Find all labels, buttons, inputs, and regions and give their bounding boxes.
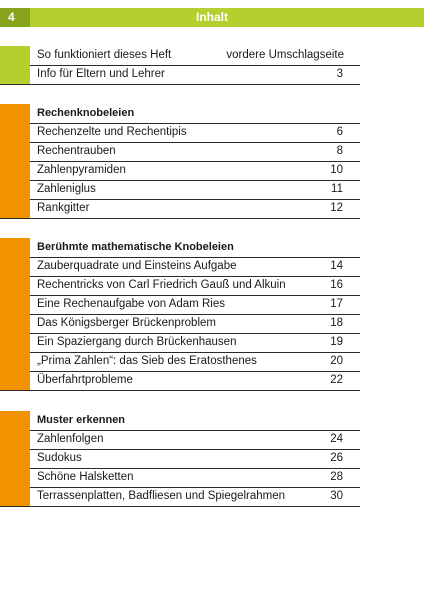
section-heading <box>0 411 360 431</box>
toc-entry-page: 10 <box>330 164 343 176</box>
orange-marker <box>0 180 30 199</box>
toc-entry-page: 28 <box>330 471 343 483</box>
toc-entry-page: 22 <box>330 374 343 386</box>
toc-entry[interactable] <box>0 257 360 277</box>
toc-entry-intro[interactable] <box>0 46 360 66</box>
orange-marker <box>0 487 30 506</box>
toc-entry-title: Info für Eltern und Lehrer <box>37 68 165 80</box>
toc-entry-page: 19 <box>330 336 343 348</box>
toc-entry-page: 3 <box>336 68 343 80</box>
toc-entry[interactable] <box>0 430 360 450</box>
orange-marker <box>0 276 30 295</box>
toc-entry[interactable] <box>0 449 360 469</box>
toc-entry-title: Zahleniglus <box>37 183 96 195</box>
toc-entry-title: Das Königsberger Brückenproblem <box>37 317 216 329</box>
toc-entry[interactable] <box>0 295 360 315</box>
orange-marker <box>0 371 30 390</box>
toc-entry-title: So funktioniert dieses Heft <box>37 49 172 61</box>
orange-marker <box>0 430 30 449</box>
orange-marker <box>0 449 30 468</box>
toc-entry-page: 12 <box>330 202 343 214</box>
toc-entry[interactable] <box>0 371 360 391</box>
toc-entry[interactable] <box>0 123 360 143</box>
toc-entry-title: Eine Rechenaufgabe von Adam Ries <box>37 298 225 310</box>
toc-entry[interactable] <box>0 487 360 507</box>
toc-entry-page: 30 <box>330 490 343 502</box>
page-number: 4 <box>0 8 30 27</box>
toc-entry[interactable] <box>0 199 360 219</box>
toc-entry-title: Rankgitter <box>37 202 90 214</box>
page-title: Inhalt <box>196 10 228 24</box>
toc-entry-title: „Prima Zahlen“: das Sieb des Eratosthenes <box>37 355 257 367</box>
orange-marker <box>0 199 30 218</box>
toc-entry-title: Zauberquadrate und Einsteins Aufgabe <box>37 260 237 272</box>
toc-entry-page: 11 <box>331 183 343 195</box>
section-heading <box>0 104 360 124</box>
header-bar <box>0 8 424 27</box>
section-heading <box>0 238 360 258</box>
orange-marker <box>0 314 30 333</box>
toc-entry-title: Rechentrauben <box>37 145 116 157</box>
toc-entry[interactable] <box>0 142 360 162</box>
toc-entry-page: 16 <box>330 279 343 291</box>
toc-entry-title: Überfahrtprobleme <box>37 374 133 386</box>
toc-entry-title: Zahlenpyramiden <box>37 164 126 176</box>
toc-entry[interactable] <box>0 333 360 353</box>
toc-entry-title: Sudokus <box>37 452 82 464</box>
toc-entry-title: Terrassenplatten, Badfliesen und Spiegelrahmen <box>37 490 286 502</box>
toc-entry[interactable] <box>0 161 360 181</box>
orange-marker <box>0 468 30 487</box>
toc-entry-page: 14 <box>330 260 343 272</box>
section-heading-label: Muster erkennen <box>37 414 126 426</box>
toc-entry[interactable] <box>0 468 360 488</box>
toc-entry-page: 8 <box>336 145 343 157</box>
toc-entry-page: vordere Umschlagseite <box>226 49 344 61</box>
toc-entry-title: Schöne Halsketten <box>37 471 134 483</box>
toc-entry-page: 26 <box>330 452 343 464</box>
toc-entry[interactable] <box>0 314 360 334</box>
orange-marker <box>0 333 30 352</box>
toc-entry[interactable] <box>0 352 360 372</box>
toc-entry-page: 20 <box>330 355 343 367</box>
orange-marker <box>0 104 30 123</box>
toc-entry-page: 17 <box>330 298 343 310</box>
orange-marker <box>0 411 30 430</box>
toc-entry[interactable] <box>0 180 360 200</box>
toc-entry-page: 24 <box>330 433 343 445</box>
orange-marker <box>0 257 30 276</box>
toc-entry-intro[interactable] <box>0 65 360 85</box>
orange-marker <box>0 123 30 142</box>
toc-entry-title: Zahlenfolgen <box>37 433 104 445</box>
green-marker <box>0 46 30 65</box>
orange-marker <box>0 161 30 180</box>
toc-entry-title: Ein Spaziergang durch Brückenhausen <box>37 336 237 348</box>
toc-entry-title: Rechentricks von Carl Friedrich Gauß und Alkuin <box>37 279 286 291</box>
orange-marker <box>0 352 30 371</box>
toc-entry-page: 18 <box>330 317 343 329</box>
orange-marker <box>0 238 30 257</box>
toc-entry-page: 6 <box>336 126 343 138</box>
green-marker <box>0 65 30 84</box>
toc-entry-title: Rechenzelte und Rechentipis <box>37 126 187 138</box>
section-heading-label: Berühmte mathematische Knobeleien <box>37 241 234 253</box>
section-heading-label: Rechenknobeleien <box>37 107 135 119</box>
toc-entry[interactable] <box>0 276 360 296</box>
orange-marker <box>0 142 30 161</box>
orange-marker <box>0 295 30 314</box>
